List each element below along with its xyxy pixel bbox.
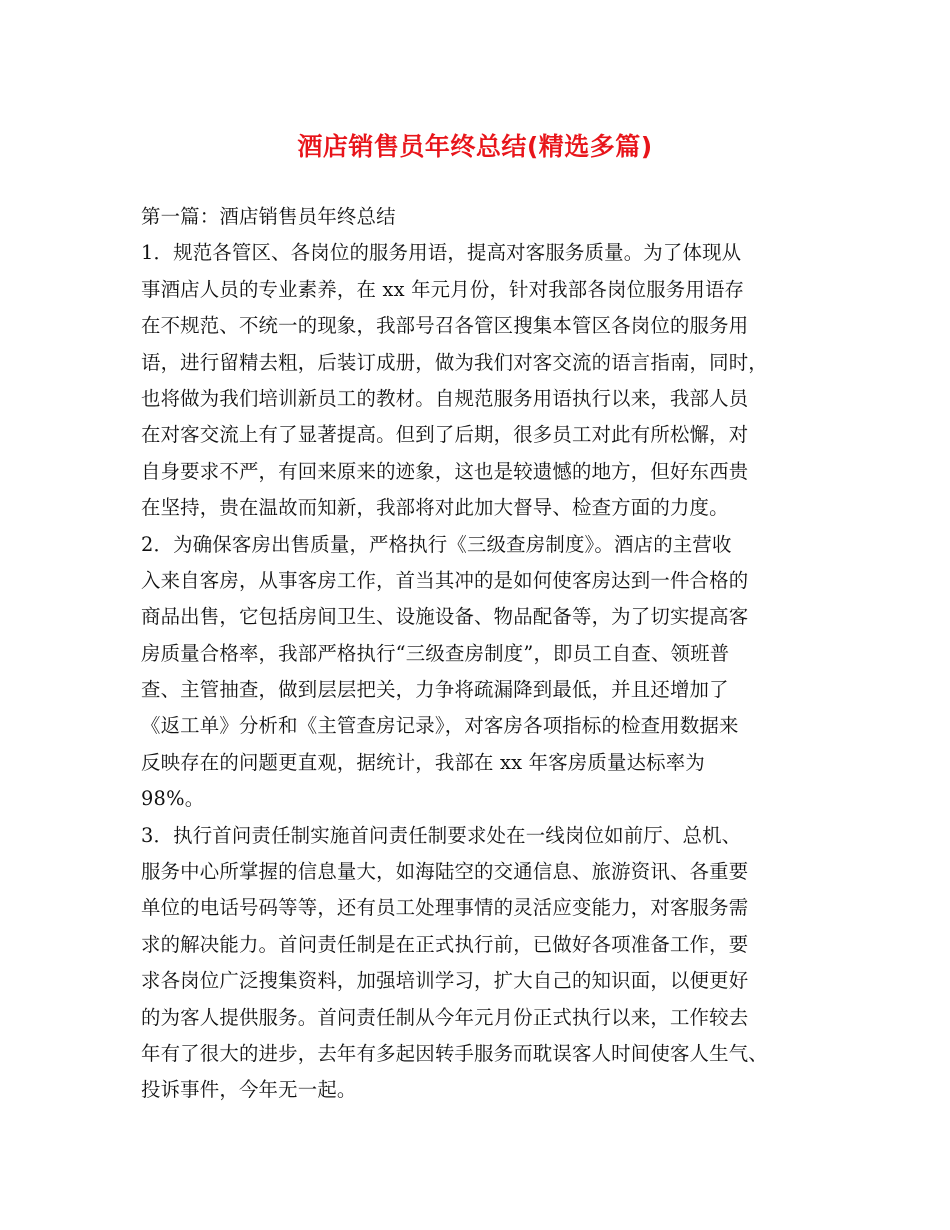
paragraph-line: 3．执行首问责任制实施首问责任制要求处在一线岗位如前厅、总机、 <box>141 823 742 847</box>
paragraph-line: 房质量合格率，我部严格执行“三级查房制度”，即员工自查、领班普 <box>141 641 730 665</box>
paragraph-line: 求各岗位广泛搜集资料，加强培训学习，扩大自己的知识面，以便更好 <box>141 969 749 993</box>
paragraph-line: 在坚持，贵在温故而知新，我部将对此加大督导、检查方面的力度。 <box>141 496 729 520</box>
paragraph-line: 在对客交流上有了显著提高。但到了后期，很多员工对此有所松懈，对 <box>141 423 749 447</box>
paragraph-line: 语，进行留精去粗，后装订成册，做为我们对客交流的语言指南，同时， <box>141 350 768 374</box>
paragraph-line: 自身要求不严，有回来原来的迹象，这也是较遗憾的地方，但好东西贵 <box>141 459 749 483</box>
paragraph-line: 商品出售，它包括房间卫生、设施设备、物品配备等，为了切实提高客 <box>141 605 749 629</box>
paragraph-line: 的为客人提供服务。首问责任制从今年元月份正式执行以来，工作较去 <box>141 1005 749 1029</box>
document-body <box>141 199 841 1109</box>
paragraph-line: 也将做为我们培训新员工的教材。自规范服务用语执行以来，我部人员 <box>141 386 749 410</box>
paragraph-line: 年有了很大的进步，去年有多起因转手服务而耽误客人时间使客人生气、 <box>141 1041 768 1065</box>
paragraph-line: 反映存在的问题更直观，据统计，我部在 xx 年客房质量达标率为 <box>141 750 705 774</box>
paragraph-line: 在不规范、不统一的现象，我部号召各管区搜集本管区各岗位的服务用 <box>141 314 749 338</box>
section-heading: 第一篇：酒店销售员年终总结 <box>141 205 396 228</box>
paragraph-line: 98%。 <box>141 787 205 811</box>
paragraph-line: 《返工单》分析和《主管查房记录》，对客房各项指标的检查用数据来 <box>141 714 739 738</box>
paragraph-line: 1．规范各管区、各岗位的服务用语，提高对客服务质量。为了体现从 <box>141 241 742 265</box>
paragraph-line: 事酒店人员的专业素养，在 xx 年元月份，针对我部各岗位服务用语存 <box>141 277 745 301</box>
paragraph-line: 服务中心所掌握的信息量大，如海陆空的交通信息、旅游资讯、各重要 <box>141 860 749 884</box>
document-title: 酒店销售员年终总结(精选多篇) <box>297 132 653 161</box>
paragraph-line: 求的解决能力。首问责任制是在正式执行前，已做好各项准备工作，要 <box>141 932 749 956</box>
paragraph-line: 单位的电话号码等等，还有员工处理事情的灵活应变能力，对客服务需 <box>141 896 749 920</box>
paragraph-line: 入来自客房，从事客房工作，首当其冲的是如何使客房达到一件合格的 <box>141 568 749 592</box>
paragraph-line: 查、主管抽查，做到层层把关，力争将疏漏降到最低，并且还增加了 <box>141 678 729 702</box>
paragraph-line: 投诉事件，今年无一起。 <box>141 1078 357 1102</box>
paragraph-line: 2．为确保客房出售质量，严格执行《三级查房制度》。酒店的主营收 <box>141 532 732 556</box>
